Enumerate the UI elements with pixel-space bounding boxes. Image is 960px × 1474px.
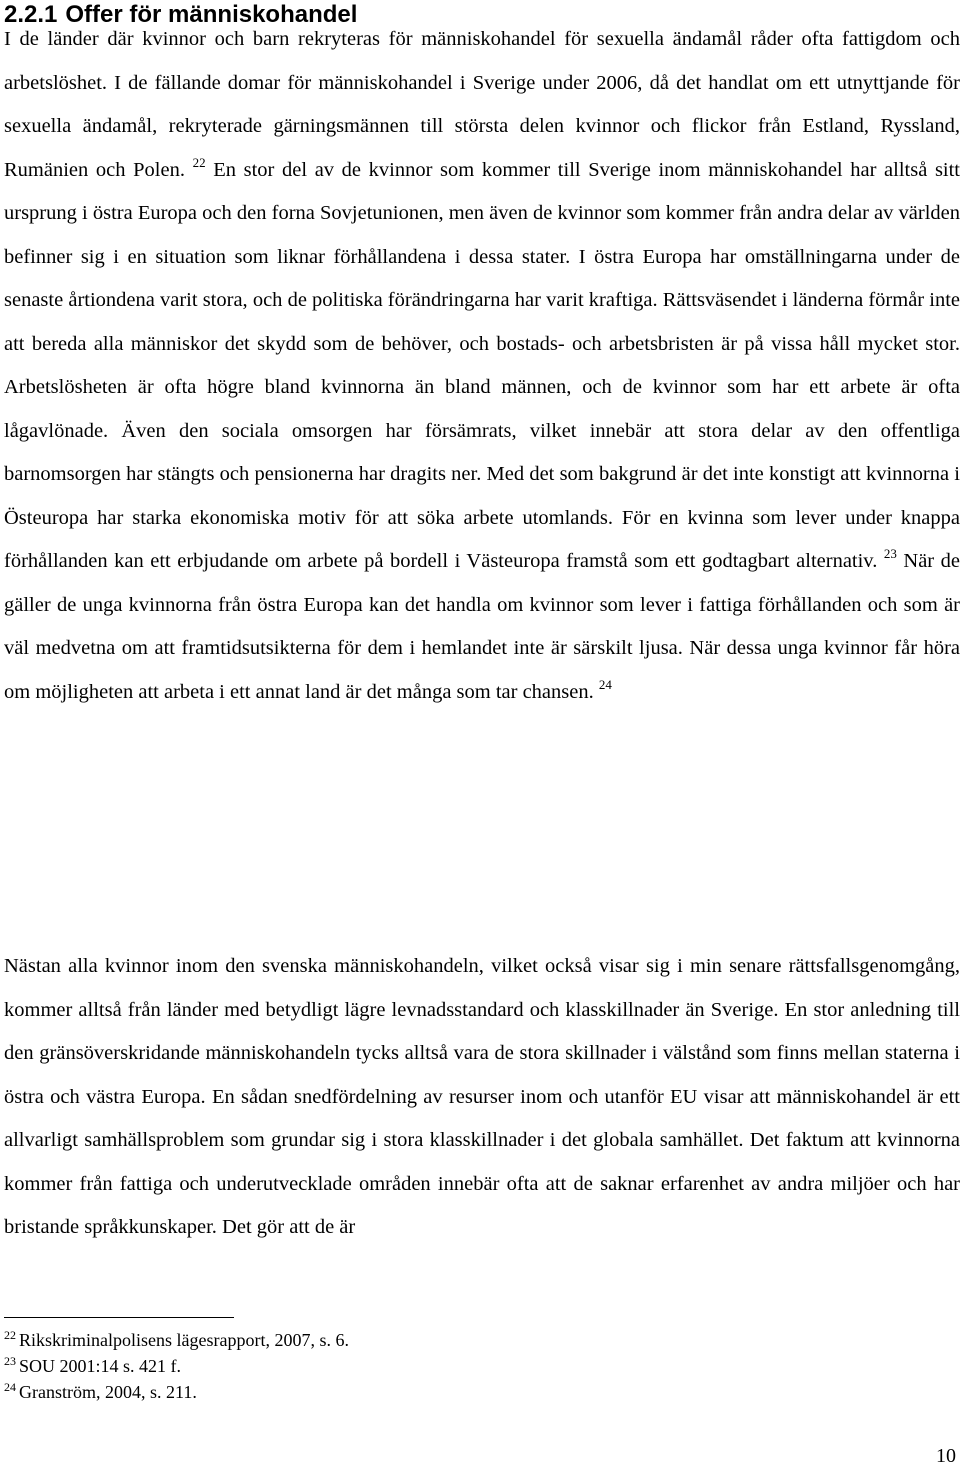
footnote-separator xyxy=(4,1317,234,1318)
footnote-ref-23[interactable]: 23 xyxy=(883,546,897,561)
footnote-ref-24[interactable]: 24 xyxy=(598,676,612,692)
body-paragraph-1 xyxy=(4,18,960,714)
footnote-ref-22[interactable]: 22 xyxy=(192,154,206,170)
footnote-text: Granström, 2004, s. 211. xyxy=(19,1382,197,1402)
footnote-text: Rikskriminalpolisens lägesrapport, 2007, s. 6. xyxy=(19,1330,349,1350)
paragraph-text: En stor del av de kvinnor som kommer till Sverige inom människohandel har alltså sitt ursprung i östra Europa och den forna Sovjetunionen, men även de kvinnor som kommer från andra delar av världen befinner sig i en situation som liknar förhållandena i dessa stater. I östra Europa har omställningarna under de senaste årtiondena varit stora, och de politiska förändringarna har varit kraftiga. Rättsväsendet i länderna förmår inte att bereda alla människor det skydd som de behöver, och bostads- och arbetsbristen är på vissa håll mycket stor. Arbetslösheten är ofta högre bland kvinnorna än bland männen, och de kvinnor som har ett arbete är ofta lågavlönade. Även den sociala omsorgen har försämrats, vilket innebär att stora delar av den offentliga barnomsorgen har stängts och pensionerna har dragits ner. Med det som bakgrund är det inte konstigt att kvinnorna i Östeuropa har starka ekonomiska motiv för att söka arbete utomlands. För en kvinna som lever under knappa förhållanden kan ett erbjudande om arbete på bordell i Västeuropa framstå som ett godtagbart alternativ. xyxy=(4,158,960,572)
footnote-number: 24 xyxy=(4,1380,16,1394)
paragraph-text: När de gäller de unga kvinnorna från östra Europa kan det handla om kvinnor som lever i fattiga förhållanden och som är väl medvetna om att framtidsutsikterna för dem i hemlandet inte är särskilt ljusa. När dessa unga kvinnor får höra om möjligheten att arbeta i ett annat land är det många som tar chansen. xyxy=(4,550,960,703)
footnote-list xyxy=(4,1327,349,1405)
footnote-number: 22 xyxy=(4,1328,16,1342)
page-number: 10 xyxy=(936,1445,956,1467)
footnote-item xyxy=(4,1379,349,1405)
paragraph-text: I de länder där kvinnor och barn rekryteras för människohandel för sexuella ändamål råder ofta fattigdom och arbetslöshet. I de fällande domar för människohandel i Sverige under 2006, då det handlat om ett utnyttjande för sexuella ändamål, rekryterade gärningsmännen till största delen kvinnor och flickor från Estland, Ryssland, Rumänien och Polen. xyxy=(4,28,960,181)
footnote-item xyxy=(4,1353,349,1379)
section-title: Offer för människohandel xyxy=(65,1,358,28)
footnote-item xyxy=(4,1327,349,1353)
footnote-number: 23 xyxy=(4,1354,16,1368)
section-number: 2.2.1 xyxy=(4,1,58,28)
body-paragraph-2 xyxy=(4,945,960,1250)
paragraph-text: Nästan alla kvinnor inom den svenska människohandeln, vilket också visar sig i min senare rättsfallsgenomgång, kommer alltså från länder med betydligt lägre levnadsstandard och klasskillnader än Sverige. En stor anledning till den gränsöverskridande människohandeln tycks alltså vara de stora skillnader i välstånd som finns mellan staterna i östra och västra Europa. En sådan snedfördelning av resurser inom och utanför EU visar att människohandel är ett allvarligt samhällsproblem som grundar sig i stora klasskillnader i det globala samhället. Det faktum att kvinnorna kommer från fattiga och underutvecklade områden innebär ofta att de saknar erfarenhet av andra miljöer och har bristande språkkunskaper. Det gör att de är xyxy=(4,955,960,1238)
footnote-text: SOU 2001:14 s. 421 f. xyxy=(19,1356,182,1376)
